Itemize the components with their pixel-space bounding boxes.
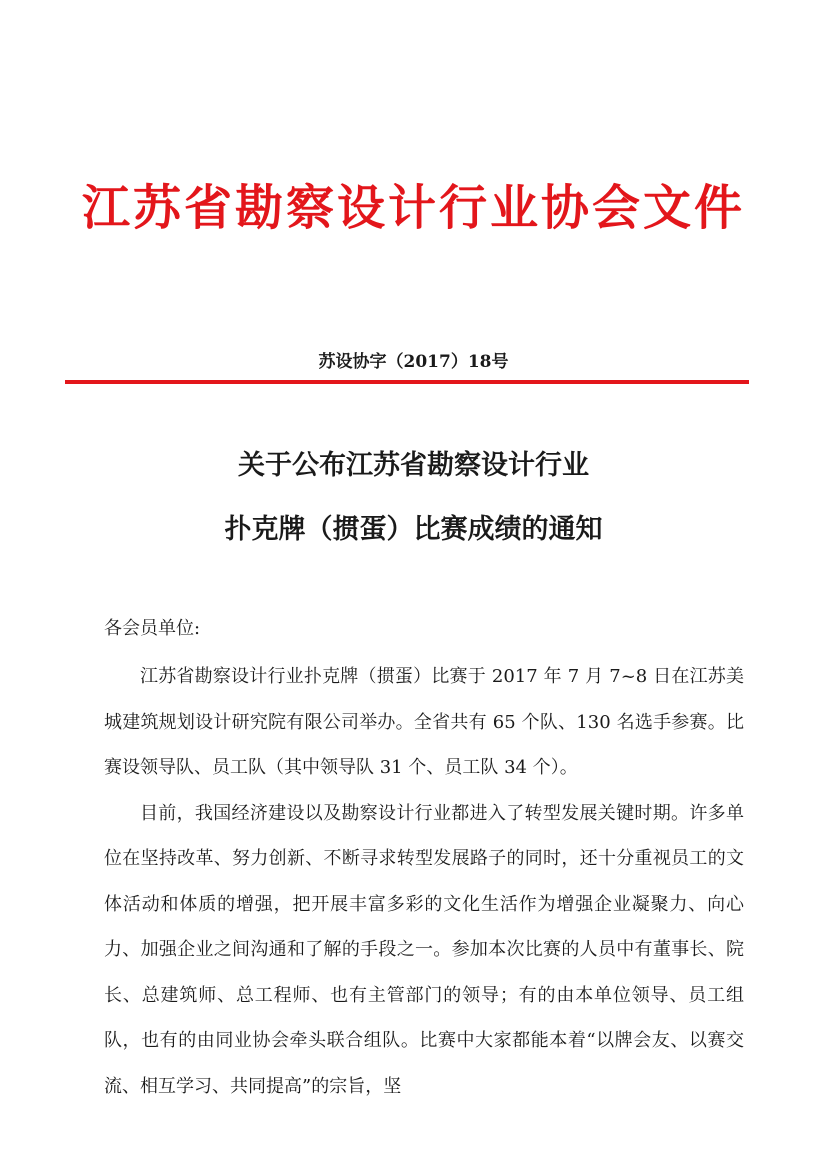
body-text [104, 654, 744, 1109]
red-divider-line [65, 380, 749, 384]
body-paragraph-2: 目前，我国经济建设以及勘察设计行业都进入了转型发展关键时期。许多单位在坚持改革、努力创新、不断寻求转型发展路子的同时，还十分重视员工的文体活动和体质的增强，把开展丰富多彩的文化生活作为增强企业凝聚力、向心力、加强企业之间沟通和了解的手段之一。参加本次比赛的人员中有董事长、院长、总建筑师、总工程师、也有主管部门的领导；有的由本单位领导、员工组队，也有的由同业协会牵头联合组队。比赛中大家都能本着“以牌会友、以赛交流、相互学习、共同提高”的宗旨，坚 [104, 802, 744, 1097]
document-number: 苏设协字（2017）18号 [318, 352, 509, 372]
organization-header: 江苏省勘察设计行业协会文件 [81, 180, 745, 236]
notice-title-line-1: 关于公布江苏省勘察设计行业 [238, 450, 589, 481]
notice-title-line-2: 扑克牌（掼蛋）比赛成绩的通知 [224, 514, 603, 545]
body-paragraph-1: 江苏省勘察设计行业扑克牌（掼蛋）比赛于 2017 年 7 月 7~8 日在江苏美城建筑规划设计研究院有限公司举办。全省共有 65 个队、130 名选手参赛。比赛设领导队、员工队（其中领导队 31 个、员工队 34 个）。 [104, 666, 744, 778]
salutation: 各会员单位: [104, 618, 201, 639]
